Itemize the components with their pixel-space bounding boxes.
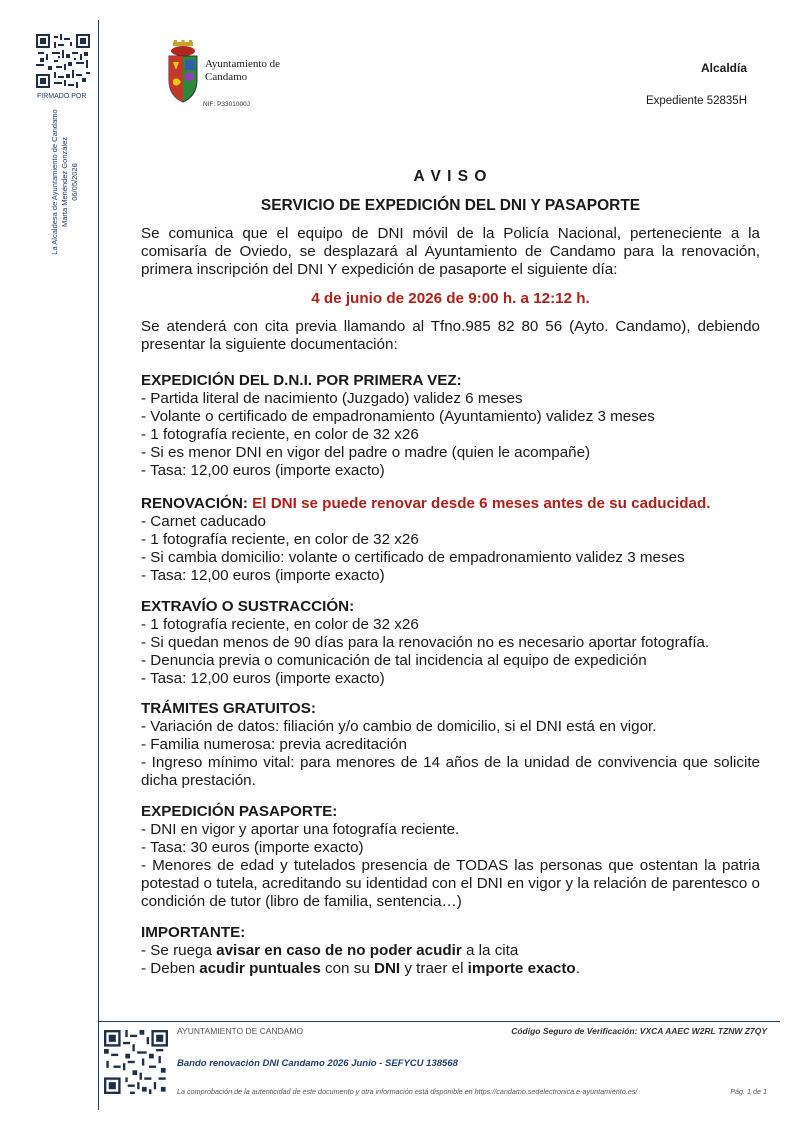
document-title: A V I S O	[413, 168, 488, 185]
section-heading: RENOVACIÓN:	[141, 495, 248, 512]
list-item: - Ingreso mínimo vital: para menores de 14 años de la unidad de convivencia que solicite dicha prestación.	[141, 754, 760, 789]
section-heading: IMPORTANTE:	[141, 924, 246, 941]
signer-role: La Alcaldesa de Ayuntamiento de Candamo	[50, 109, 59, 255]
important-line-1: - Se ruega avisar en caso de no poder acudir a la cita	[141, 942, 519, 959]
section-free-procedures	[141, 700, 760, 790]
list-item: - DNI en vigor y aportar una fotografía reciente.	[141, 821, 460, 838]
signed-date: 06/05/2026	[70, 163, 79, 201]
list-item: - Familia numerosa: previa acreditación	[141, 736, 407, 753]
list-item: - Partida literal de nacimiento (Juzgado) validez 6 meses	[141, 390, 523, 407]
important-line-2: - Deben acudir puntuales con su DNI y traer el importe exacto.	[141, 960, 580, 977]
list-item: - 1 fotografía reciente, en color de 32 x26	[141, 531, 419, 548]
signature-qr-code-icon	[36, 34, 90, 88]
list-item: - Carnet caducado	[141, 513, 266, 530]
verification-note: La comprobación de la autenticidad de este documento y otra información está disponible en https://candamo.sedelectronica.e-ayuntamiento.es/	[177, 1087, 638, 1096]
footer-qr-code-icon	[104, 1030, 168, 1094]
org-name-line2: Candamo	[205, 71, 248, 83]
document-subtitle: SERVICIO DE EXPEDICIÓN DEL DNI Y PASAPORTE	[260, 197, 641, 214]
department-label: Alcaldía	[700, 61, 747, 75]
list-item: - Tasa: 12,00 euros (importe exacto)	[141, 567, 385, 584]
section-heading: EXTRAVÍO O SUSTRACCIÓN:	[141, 598, 355, 615]
list-item: - Volante o certificado de empadronamiento (Ayuntamiento) validez 3 meses	[141, 408, 655, 425]
sidebar-divider	[98, 20, 99, 1110]
service-date: 4 de junio de 2026 de 9:00 h. a 12:12 h.	[311, 290, 590, 307]
section-heading: EXPEDICIÓN PASAPORTE:	[141, 803, 338, 820]
section-first-issue	[141, 372, 760, 480]
section-passport	[141, 803, 760, 911]
list-item: - Si cambia domicilio: volante o certificado de empadronamiento validez 3 meses	[141, 549, 685, 566]
verification-code: Código Seguro de Verificación: VXCA AAEC W2RL TZNW Z7QY	[511, 1026, 767, 1036]
list-item: - 1 fotografía reciente, en color de 32 x26	[141, 616, 419, 633]
footer-organization: AYUNTAMIENTO DE CANDAMO	[177, 1026, 304, 1036]
list-item: - Tasa: 12,00 euros (importe exacto)	[141, 670, 385, 687]
section-heading: EXPEDICIÓN DEL D.N.I. POR PRIMERA VEZ:	[141, 372, 462, 389]
footer-divider	[98, 1021, 780, 1022]
renewal-note: El DNI se puede renovar desde 6 meses antes de su caducidad.	[252, 495, 711, 512]
nif-label: NIF: P3301000J	[203, 101, 250, 108]
section-loss-theft	[141, 598, 760, 688]
list-item: - Si es menor DNI en vigor del padre o madre (quien le acompañe)	[141, 444, 591, 461]
section-important	[141, 924, 760, 978]
list-item: - Tasa: 12,00 euros (importe exacto)	[141, 462, 385, 479]
list-item: - Menores de edad y tutelados presencia de TODAS las personas que ostentan la patria potestad o tutela, acreditando su identidad con el DNI en vigor y la relación de parentesco o condición de tutor (libro de familia, sentencia…)	[141, 857, 760, 910]
coat-of-arms-logo	[165, 40, 201, 109]
appointment-paragraph: Se atenderá con cita previa llamando al Tfno.985 82 80 56 (Ayto. Candamo), debiendo presentar la siguiente documentación:	[141, 318, 760, 353]
list-item: - Variación de datos: filiación y/o cambio de domicilio, si el DNI está en vigor.	[141, 718, 657, 735]
list-item: - Si quedan menos de 90 días para la renovación no es necesario aportar fotografía.	[141, 634, 710, 651]
signer-name: Marta Menéndez González	[60, 136, 69, 228]
org-name-line1: Ayuntamiento de	[205, 58, 281, 70]
footer-document-title: Bando renovación DNI Candamo 2026 Junio - SEFYCU 138568	[177, 1058, 458, 1069]
intro-paragraph: Se comunica que el equipo de DNI móvil de la Policía Nacional, perteneciente a la comisaría de Oviedo, se desplazará al Ayuntamiento de Candamo para la renovación, primera inscripción del DNI Y expedición de pasaporte el siguiente día:	[141, 225, 760, 278]
signature-block	[50, 102, 80, 262]
org-name	[205, 58, 280, 84]
list-item: - Tasa: 30 euros (importe exacto)	[141, 839, 364, 856]
expediente-number: Expediente 52835H	[645, 95, 747, 107]
section-renewal	[141, 495, 760, 585]
page-number: Pág. 1 de 1	[730, 1087, 767, 1096]
list-item: - Denuncia previa o comunicación de tal incidencia al equipo de expedición	[141, 652, 647, 669]
list-item: - 1 fotografía reciente, en color de 32 x26	[141, 426, 419, 443]
section-heading: TRÁMITES GRATUITOS:	[141, 700, 316, 717]
signed-by-label: FIRMADO POR	[37, 93, 87, 100]
